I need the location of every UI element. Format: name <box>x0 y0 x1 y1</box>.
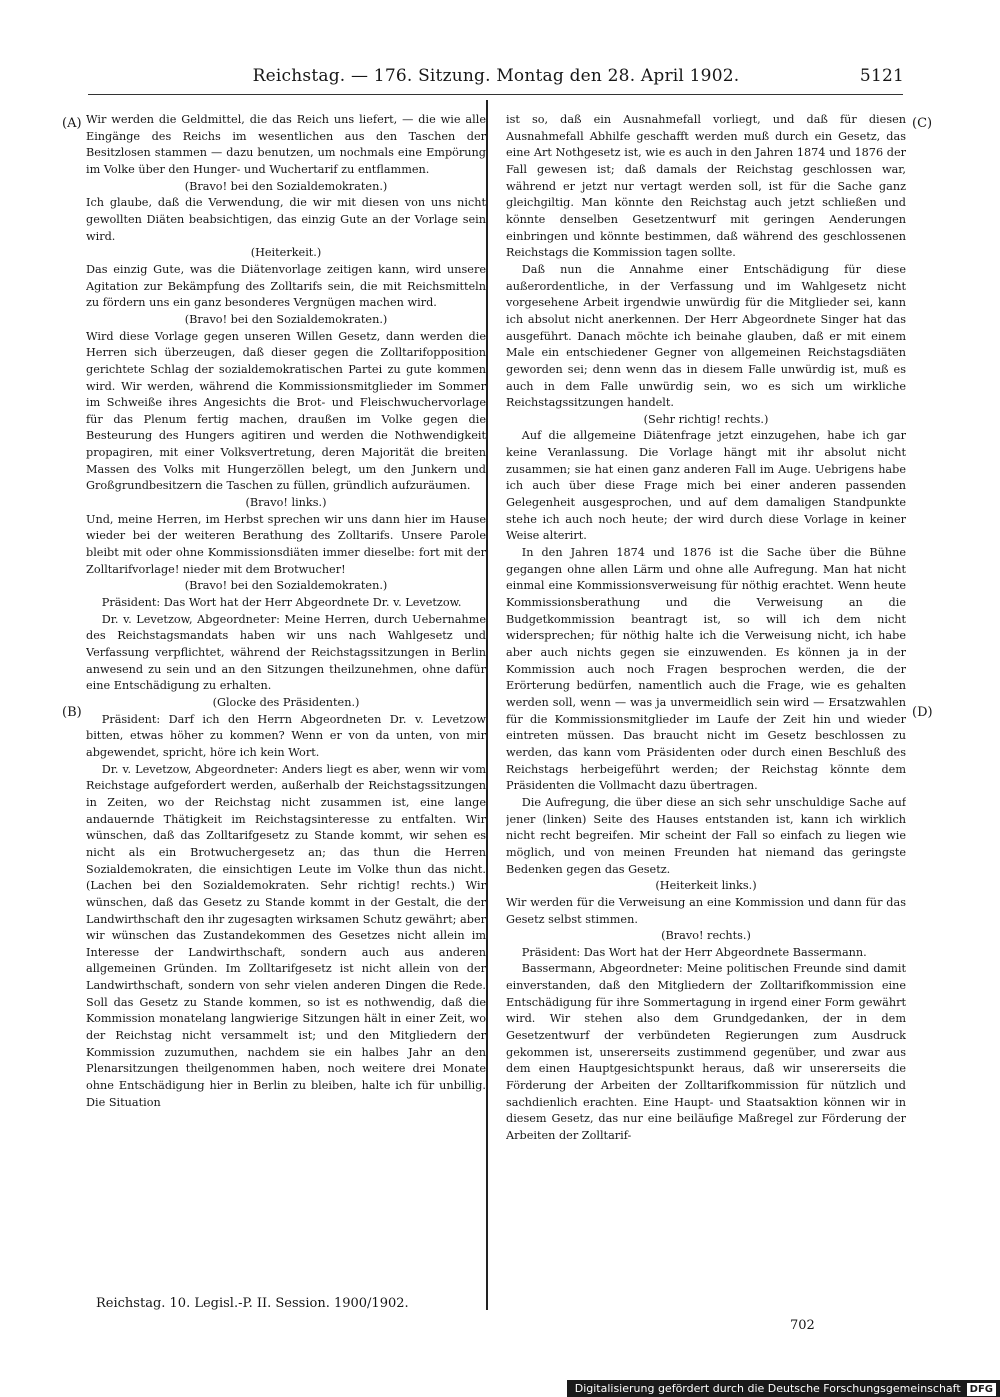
interjection: (Bravo! bei den Sozialdemokraten.) <box>184 579 388 593</box>
dfg-logo-icon: DFG <box>967 1383 996 1396</box>
footer-sheet-number: 702 <box>790 1318 815 1333</box>
header-rule <box>88 94 903 95</box>
page-number: 5121 <box>859 66 904 86</box>
paragraph: Wird diese Vorlage gegen unseren Willen Gesetz, dann werden die Herren sich überzeugen, daß dieser gegen die Zolltarifopposition gerichtete Schlag der sozialdemokratischen Partei zu gute kommen wird. Wir werden, während die Kommissionsmitglieder im Sommer im Schweiße ihres Angesichts die Brot- und Fleischwuchervorlage für das Plenum fertig machen, draußen im Volke gegen die Besteurung des Hungers agitiren und werden die Nothwendigkeit propagiren, mit einer Volksvertretung, deren Majorität die breiten Massen des Volks mit Hungerzöllen belegt, um den Junkern und Großgrundbesitzern die Taschen zu füllen, gründlich aufzuräumen. <box>86 329 486 493</box>
interjection: (Bravo! bei den Sozialdemokraten.) <box>184 312 388 326</box>
paragraph: Dr. v. Levetzow, Abgeordneter: Meine Herren, durch Uebernahme des Reichstagsmandats haben wir uns nach Wahlgesetz und Verfassung verpflichtet, während der Reichstagssitzungen in Berlin anwesend zu sein und an den Sitzungen theilzunehmen, ohne dafür eine Entschädigung zu erhalten. <box>86 612 486 693</box>
interjection: (Sehr richtig! rechts.) <box>643 412 769 426</box>
left-text-column <box>86 112 486 1164</box>
paragraph: In den Jahren 1874 und 1876 ist die Sache über die Bühne gegangen ohne allen Lärm und ohne alle Aufregung. Man hat nicht einmal eine Kommissionsverweisung für nöthig erachtet. Wenn heute Kommissionsberathung und die Verweisung an die Budgetkommission beantragt ist, so will ich dem nicht widersprechen; für nöthig halte ich die Verweisung nicht, ich habe aber auch nichts gegen sie einzuwenden. Es können ja in der Kommission auch noch Fragen besprochen werden, die der Erörterung bedürfen, namentlich auch die Frage, wie es gehalten werden soll, wenn — was ja unvermeidlich sein wird — Ersatzwahlen für die Kommissionsmitglieder im Laufe der Zeit hin und wieder eintreten müssen. Das braucht nicht im Gesetz beschlossen zu werden, das kann vom Präsidenten oder durch einen Beschluß des Reichstags herbeigeführt werden; der Reichstag könnte dem Präsidenten die Vollmacht dazu übertragen. <box>506 546 906 793</box>
margin-mark-d: (D) <box>912 705 933 720</box>
paragraph: Wir werden für die Verweisung an eine Kommission und dann für das Gesetz selbst stimmen. <box>506 895 906 926</box>
interjection: (Glocke des Präsidenten.) <box>212 695 360 709</box>
paragraph: Die Aufregung, die über diese an sich sehr unschuldige Sache auf jener (linken) Seite des Hauses entstanden ist, kann ich wirklich nicht recht begreifen. Mir scheint der Fall so einfach zu liegen wie möglich, und von meinen Freunden hat niemand das geringste Bedenken gegen das Gesetz. <box>506 795 906 876</box>
paragraph: Das einzig Gute, was die Diätenvorlage zeitigen kann, wird unsere Agitation zur Bekämpfung des Zolltarifs sein, die mit Reichsmitteln zu fördern uns ein ganz besonderes Vergnügen machen wird. <box>86 262 486 310</box>
column-divider <box>486 100 488 1310</box>
paragraph: Wir werden die Geldmittel, die das Reich uns liefert, — die wie alle Eingänge des Reichs im wesentlichen aus den Taschen der Besitzlosen stammen — dazu benutzen, um nochmals eine Empörung im Volke über den Hunger- und Wuchertarif zu entflammen. <box>86 113 486 176</box>
paragraph: Daß nun die Annahme einer Entschädigung für diese außerordentliche, in der Verfassung und im Wahlgesetz nicht vorgesehene Arbeit irgendwie unwürdig für die Mitglieder sei, kann ich absolut nicht anerkennen. Der Herr Abgeordnete Singer hat das ausgeführt. Danach möchte ich beinahe glauben, daß er mit einem Male ein entschiedener Gegner von allgemeinen Reichstagsdiäten geworden sei; denn wenn das in diesem Falle unwürdig ist, muß es auch in dem Falle unwürdig sein, wo es sich um wirkliche Reichstagssitzungen handelt. <box>506 262 906 410</box>
paragraph: Auf die allgemeine Diätenfrage jetzt einzugehen, habe ich gar keine Veranlassung. Die Vorlage hängt mit ihr absolut nicht zusammen; sie hat einen ganz anderen Fall im Auge. Uebrigens habe ich auch über diese Frage mich bei einer anderen passenden Gelegenheit ausgesprochen, und auf dem damaligen Standpunkte stehe ich auch noch heute; der wird durch diese Vorlage in keiner Weise alterirt. <box>506 429 906 543</box>
paragraph: Präsident: Das Wort hat der Herr Abgeordnete Bassermann. <box>521 945 867 959</box>
page-header <box>88 66 904 90</box>
interjection: (Bravo! bei den Sozialdemokraten.) <box>184 179 388 193</box>
margin-mark-c: (C) <box>912 116 933 131</box>
interjection: (Heiterkeit links.) <box>655 879 757 893</box>
paragraph: Bassermann, Abgeordneter: Meine politischen Freunde sind damit einverstanden, daß den Mitgliedern der Zolltarifkommission eine Entschädigung für ihre Sommertagung in irgend einer Form gewährt wird. Wir stehen also dem Grundgedanken, der in dem Gesetzentwurf der verbündeten Regierungen zum Ausdruck gekommen ist, unsererseits zustimmend gegenüber, und zwar aus dem einen Hauptgesichtspunkt heraus, daß wir unsererseits die Förderung der Arbeiten der Zolltarifkommission für nützlich und sachdienlich erachten. Eine Haupt- und Staatsaktion können wir in diesem Gesetz, das nur eine beiläufige Maßregel zur Förderung der Arbeiten der Zolltarif- <box>506 962 906 1143</box>
margin-mark-a: (A) <box>62 116 82 131</box>
margin-mark-b: (B) <box>62 705 82 720</box>
paragraph: Und, meine Herren, im Herbst sprechen wir uns dann hier im Hause wieder bei der weiteren Berathung des Zolltarifs. Unsere Parole bleibt mit oder ohne Kommissionsdiäten immer dieselbe: fort mit der Zolltarifvorlage! nieder mit dem Brotwucher! <box>86 512 486 576</box>
right-text-column <box>506 112 906 1164</box>
page-header-title: Reichstag. — 176. Sitzung. Montag den 28. April 1902. <box>252 66 740 86</box>
dfg-banner-text: Digitalisierung gefördert durch die Deutsche Forschungsgemeinschaft <box>574 1382 961 1395</box>
paragraph: ist so, daß ein Ausnahmefall vorliegt, und daß für diesen Ausnahmefall Abhilfe geschafft werden muß durch ein Gesetz, das eine Art Nothgesetz ist, wie es auch in den Jahren 1874 und 1876 der Fall gewesen ist; daß damals der Reichstag geschlossen war, während er jetzt nur vertagt werden soll, ist für die Sache ganz gleichgiltig. Man könnte den Reichstag auch jetzt schließen und könnte denselben Gesetzentwurf mit geringen Aenderungen einbringen und könnte bestimmen, daß während des geschlossenen Reichstags die Kommission tagen sollte. <box>506 113 906 260</box>
paragraph: Ich glaube, daß die Verwendung, die wir mit diesen von uns nicht gewollten Diäten beabsichtigen, das einzig Gute an der Vorlage sein wird. <box>86 196 486 243</box>
interjection: (Bravo! links.) <box>245 496 327 510</box>
paragraph: Präsident: Darf ich den Herrn Abgeordneten Dr. v. Levetzow bitten, etwas höher zu kommen? Wenn er von da unten, von mir abgewendet, spricht, höre ich kein Wort. <box>86 712 486 759</box>
interjection: (Heiterkeit.) <box>250 246 322 260</box>
interjection: (Bravo! rechts.) <box>661 929 751 943</box>
footer-session-info: Reichstag. 10. Legisl.-P. II. Session. 1900/1902. <box>96 1296 409 1311</box>
paragraph: Präsident: Das Wort hat der Herr Abgeordnete Dr. v. Levetzow. <box>101 596 462 610</box>
dfg-banner <box>567 1380 1000 1397</box>
paragraph: Dr. v. Levetzow, Abgeordneter: Anders liegt es aber, wenn wir vom Reichstage aufgefordert werden, außerhalb der Reichstagssitzungen in Zeiten, wo der Reichstag nicht zusammen ist, eine lange andauernde Thätigkeit im Reichstagsinteresse zu entfalten. Wir wünschen, daß das Zolltarifgesetz zu Stande kommt, wir sehen es nicht als ein Brotwuchergesetz an; das thun die Herren Sozialdemokraten, die einsichtigen Leute im Volke thun das nicht. (Lachen bei den Sozialdemokraten. Sehr richtig! rechts.) Wir wünschen, daß das Gesetz zu Stande kommt in der Gestalt, die der Landwirthschaft den ihr zugesagten wirksamen Schutz gewährt; aber wir wünschen das Zustandekommen des Gesetzes nicht allein im Interesse der Landwirthschaft, sondern auch aus anderen allgemeinen Gründen. Im Zolltarifgesetz ist nicht allein von der Landwirthschaft, sondern von sehr vielen anderen Dingen die Rede. Soll das Gesetz zu Stande kommen, so ist es nothwendig, daß die Kommission monatelang langwierige Sitzungen hält in einer Zeit, wo der Reichstag nicht versammelt ist; und den Mitgliedern der Kommission zuzumuthen, nachdem sie ein halbes Jahr an den Plenarsitzungen theilgenommen haben, noch weitere drei Monate ohne Entschädigung hier in Berlin zu bleiben, halte ich für unbillig. Die Situation <box>86 762 486 1109</box>
